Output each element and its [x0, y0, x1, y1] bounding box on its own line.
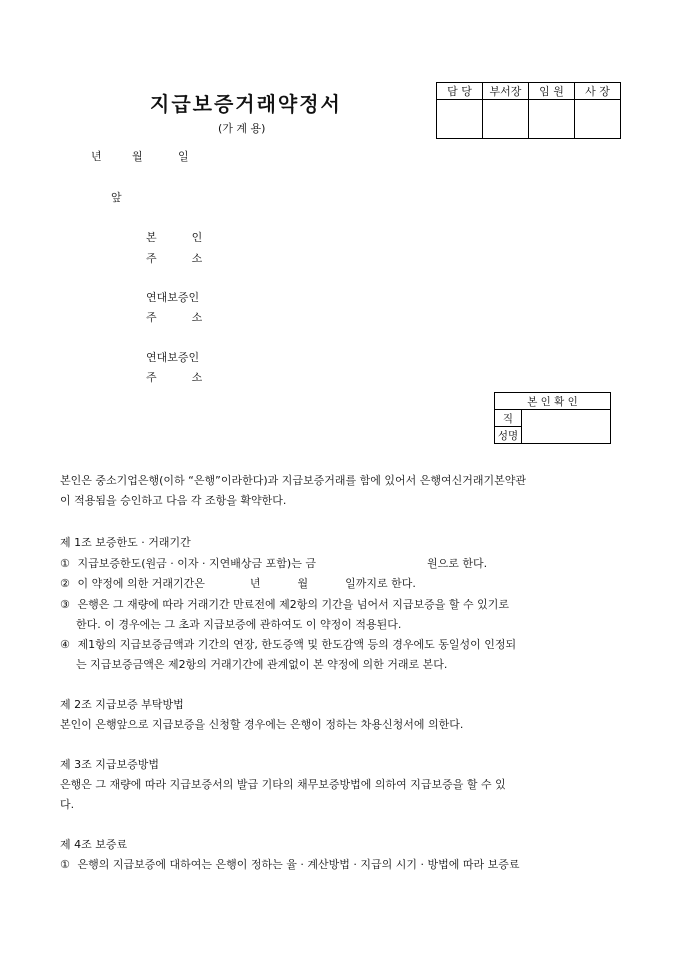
guarantor2-label: 연대보증인 [146, 351, 200, 364]
article3-line-1: 은행은 그 재량에 따라 지급보증서의 발급 기타의 채무보증방법에 의하여 지급보증을 할 수 있 [60, 778, 506, 791]
preamble-line-1: 본인은 중소기업은행(이하 “은행”이라한다)과 지급보증거래를 함에 있어서 은행여신거래기본약관 [60, 474, 526, 487]
approval-cell-staff[interactable] [437, 100, 483, 139]
approval-cell-president[interactable] [575, 100, 621, 139]
approval-cell-dept-head[interactable] [483, 100, 529, 139]
identity-check-header: 본 인 확 인 [495, 393, 611, 410]
approval-header-president: 사 장 [575, 83, 621, 100]
approval-table [436, 82, 621, 139]
document-subtitle: (가 계 용) [218, 122, 266, 135]
article4-item1 [60, 856, 519, 872]
identity-check-name-label: 성명 [495, 427, 522, 444]
article1-item2-month: 월 [297, 577, 309, 590]
article1-item3-text-1: 은행은 그 재량에 따라 거래기간 만료전에 제2항의 기간을 넘어서 지급보증을 할 수 있기로 [77, 598, 509, 611]
article1-item1 [60, 555, 487, 571]
article1-item4-line1 [60, 636, 516, 652]
approval-header-dept-head: 부서장 [483, 83, 529, 100]
preamble-line-2: 이 적용됨을 승인하고 다음 각 조항을 확약한다. [60, 494, 287, 507]
article1-item3-line1 [60, 596, 509, 612]
identity-check-table [494, 392, 611, 444]
date-year-label: 년 [91, 150, 102, 163]
article1-item2-year: 년 [249, 577, 261, 590]
article1-item2 [60, 575, 416, 591]
principal-address-label: 주 소 [146, 252, 203, 265]
article1-item1-suffix: 원으로 한다. [426, 557, 488, 570]
approval-header-executive: 임 원 [529, 83, 575, 100]
article1-item1-number: ① [60, 557, 70, 570]
approval-header-staff: 담 당 [437, 83, 483, 100]
article4-item1-text: 은행의 지급보증에 대하여는 은행이 정하는 율 · 계산방법 · 지급의 시기 · 방법에 따라 보증료 [77, 858, 520, 871]
guarantor2-address-label: 주 소 [146, 371, 203, 384]
article1-item4-line2: 는 지급보증금액은 제2항의 거래기간에 관계없이 본 약정에 의한 거래로 본다. [76, 658, 448, 671]
article1-item2-text: 이 약정에 의한 거래기간은 [77, 577, 205, 590]
article2-heading: 제 2조 지급보증 부탁방법 [60, 698, 184, 711]
article2-text: 본인이 은행앞으로 지급보증을 신청할 경우에는 은행이 정하는 차용신청서에 의한다. [60, 718, 464, 731]
article1-item2-suffix: 일까지로 한다. [345, 577, 416, 590]
article1-item3-line2: 한다. 이 경우에는 그 초과 지급보증에 관하여도 이 약정이 적용된다. [76, 618, 402, 631]
principal-label: 본 인 [146, 231, 203, 244]
addressee-label: 앞 [111, 191, 122, 204]
identity-check-title-label: 직 [495, 410, 522, 427]
article1-heading: 제 1조 보증한도 · 거래기간 [60, 536, 191, 549]
date-month-label: 월 [132, 150, 143, 163]
article1-item2-number: ② [60, 577, 70, 590]
article1-item1-text: 지급보증한도(원금 · 이자 · 지연배상금 포함)는 금 [77, 557, 316, 570]
article3-line-2: 다. [60, 798, 75, 811]
identity-check-field[interactable] [522, 410, 611, 444]
guarantor1-address-label: 주 소 [146, 311, 203, 324]
article4-heading: 제 4조 보증료 [60, 838, 128, 851]
article1-item4-number: ④ [60, 638, 70, 651]
article4-item1-number: ① [60, 858, 70, 871]
guarantor1-label: 연대보증인 [146, 291, 200, 304]
document-title: 지급보증거래약정서 [150, 92, 342, 116]
article3-heading: 제 3조 지급보증방법 [60, 758, 159, 771]
approval-cell-executive[interactable] [529, 100, 575, 139]
article1-item3-number: ③ [60, 598, 70, 611]
article1-item4-text-1: 제1항의 지급보증금액과 기간의 연장, 한도증액 및 한도감액 등의 경우에도 동일성이 인정되 [77, 638, 517, 651]
date-day-label: 일 [178, 150, 189, 163]
